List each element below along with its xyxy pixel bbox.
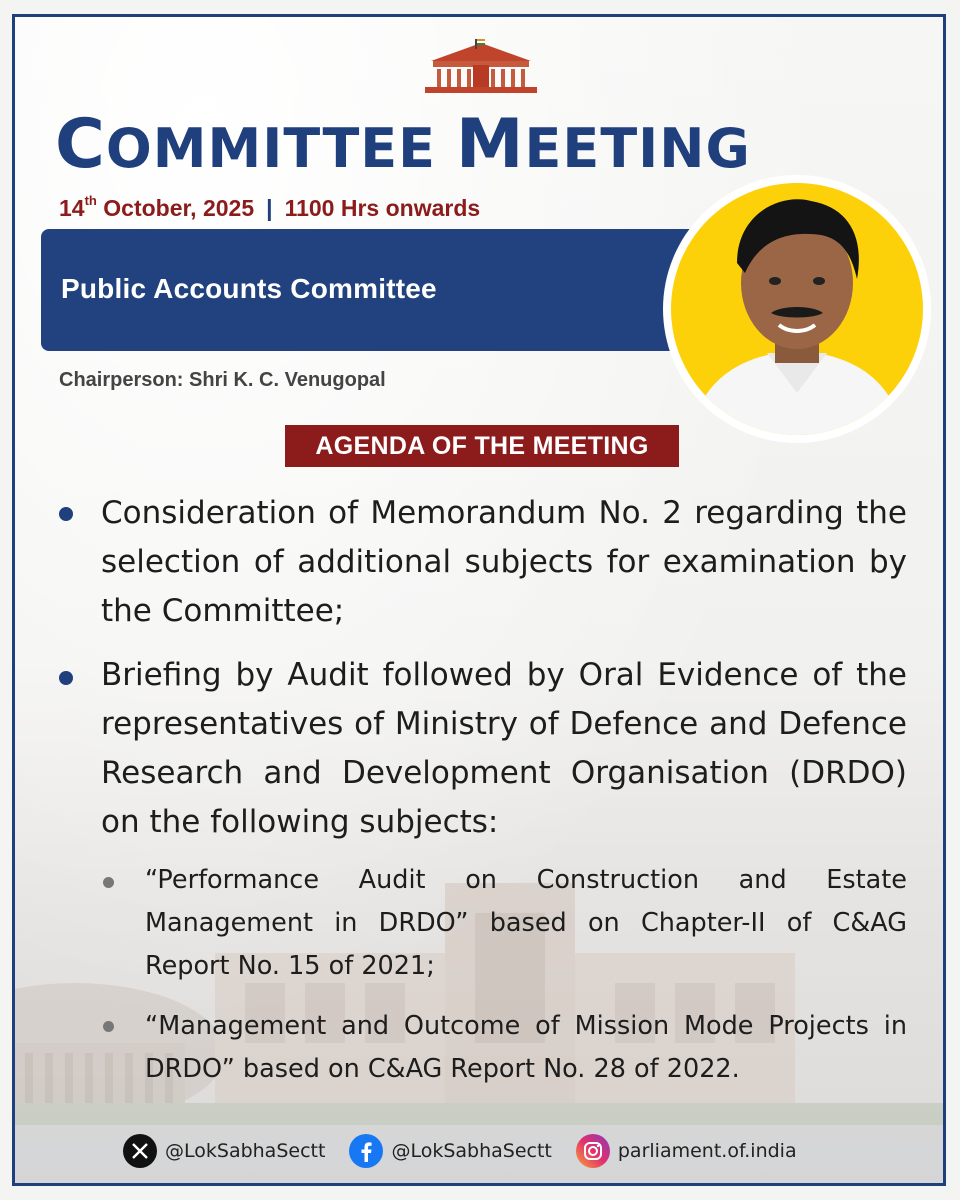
date-separator: |	[266, 195, 273, 221]
committee-name: Public Accounts Committee	[61, 273, 437, 304]
poster-frame	[12, 14, 946, 1186]
agenda-subitem-1: “Performance Audit on Construction and Estate Management in DRDO” based on Chapter-II of C&AG Report No. 15 of 2021;	[145, 865, 907, 981]
agenda-heading: AGENDA OF THE MEETING	[285, 425, 679, 467]
meeting-date-time	[59, 195, 480, 222]
chairperson-label: Chairperson: Shri K. C. Venugopal	[59, 369, 386, 391]
instagram-logo-icon	[576, 1134, 610, 1168]
title-word-committee: OMMITTEE	[105, 117, 437, 180]
parliament-emblem-icon	[421, 39, 541, 99]
sub-bullet-icon	[103, 877, 114, 888]
chairperson-photo	[663, 175, 931, 443]
sub-bullet-icon	[103, 1021, 114, 1032]
bullet-icon	[59, 671, 73, 685]
title-cap-m: M	[455, 105, 525, 184]
social-footer	[123, 1133, 883, 1169]
meeting-time: 1100 Hrs onwards	[284, 195, 481, 221]
title-cap-c: C	[55, 105, 106, 184]
x-logo-icon	[123, 1134, 157, 1168]
chairperson-portrait-icon	[671, 183, 923, 435]
x-handle: @LokSabhaSectt	[165, 1140, 326, 1162]
facebook-link[interactable]	[349, 1134, 551, 1168]
agenda-item-2: Briefing by Audit followed by Oral Evidence of the representatives of Ministry of Defence and Defence Research and Development Organisation (DRDO) on the following subjects:	[101, 657, 907, 840]
bullet-icon	[59, 507, 73, 521]
date-month-year: October, 2025	[96, 195, 255, 221]
date-suffix: th	[84, 193, 97, 209]
agenda-subitem-2: “Management and Outcome of Mission Mode Projects in DRDO” based on C&AG Report No. 28 of 2022.	[145, 1011, 907, 1084]
date-day: 14	[59, 195, 85, 221]
instagram-link[interactable]	[576, 1134, 797, 1168]
instagram-handle: parliament.of.india	[617, 1140, 797, 1162]
title-word-meeting: EETING	[524, 117, 751, 180]
facebook-handle: @LokSabhaSectt	[391, 1140, 552, 1162]
agenda-item-1: Consideration of Memorandum No. 2 regarding the selection of additional subjects for examination by the Committee;	[101, 495, 907, 629]
facebook-logo-icon	[349, 1134, 383, 1168]
page-title	[55, 105, 751, 184]
committee-banner	[41, 229, 701, 351]
x-link[interactable]	[123, 1134, 325, 1168]
